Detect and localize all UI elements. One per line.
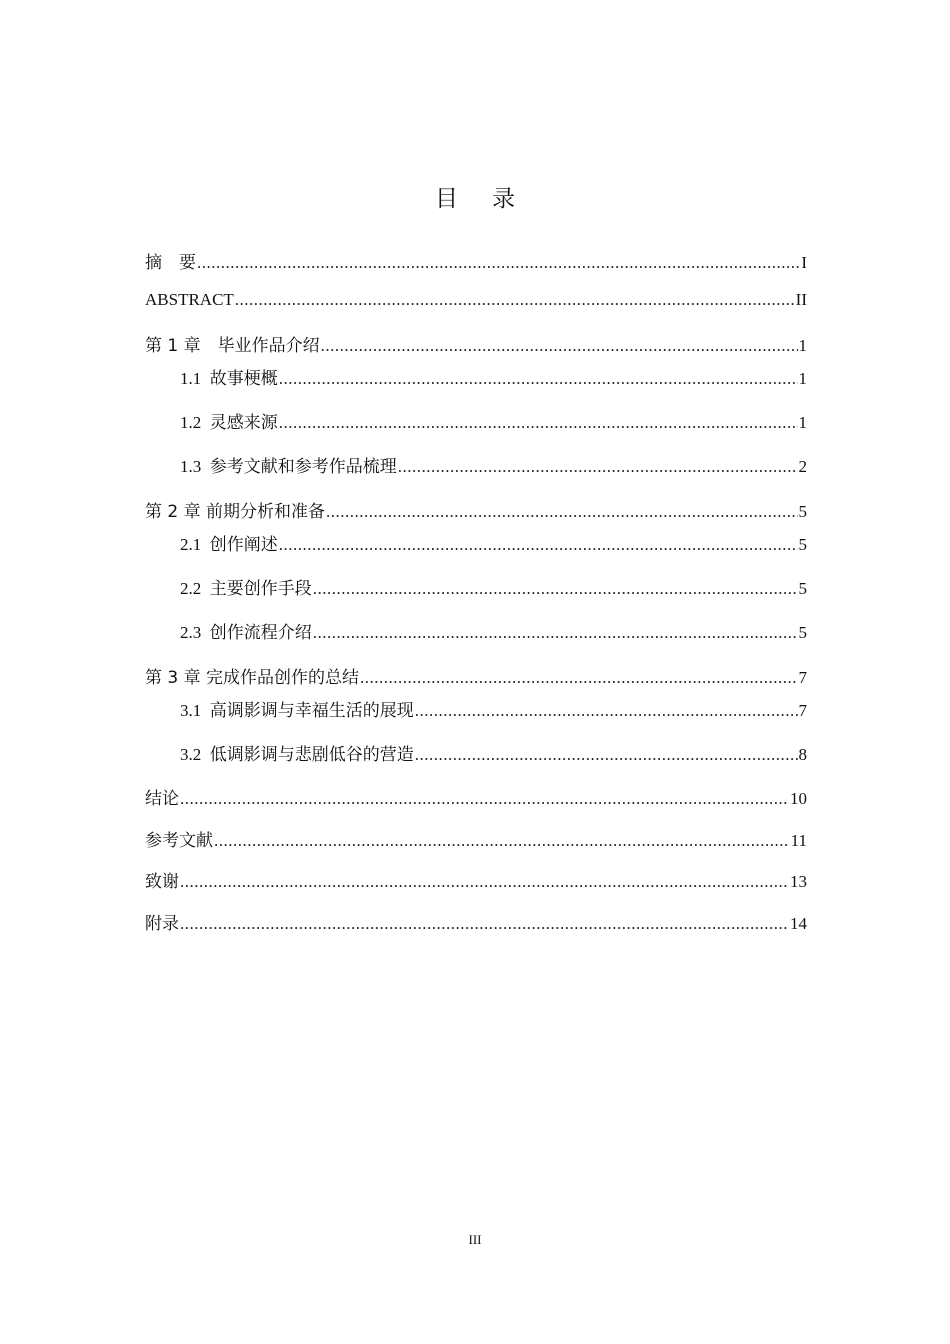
toc-entry-section-1-3[interactable] <box>180 452 807 476</box>
toc-leader <box>321 336 798 356</box>
toc-section-number: 3.2 <box>180 745 202 764</box>
toc-label <box>180 364 278 389</box>
toc-label <box>180 408 278 433</box>
toc-leader <box>180 914 789 934</box>
toc-leader <box>326 502 797 522</box>
toc-leader <box>279 369 798 389</box>
toc-page-number: I <box>801 253 807 272</box>
toc-label: 摘 要 <box>145 253 196 273</box>
toc-entry-section-1-2[interactable] <box>180 408 807 432</box>
toc-label: 第 2 章 前期分析和准备 <box>145 502 326 522</box>
toc-entry-section-3-2[interactable] <box>180 740 807 764</box>
toc-leader <box>235 290 795 310</box>
toc-leader <box>415 701 798 721</box>
footer-page-number: III <box>468 1232 482 1247</box>
toc-entry-section-3-1[interactable] <box>180 696 807 720</box>
toc-leader <box>180 789 789 809</box>
toc-page-number: II <box>795 290 807 309</box>
toc-entry-chapter-1[interactable] <box>145 331 807 355</box>
toc-label <box>180 618 312 643</box>
toc-label <box>180 452 397 477</box>
toc-page-number: 5 <box>798 623 807 642</box>
toc-leader <box>313 579 798 599</box>
toc-entry-section-2-2[interactable] <box>180 574 807 598</box>
toc-page-number: 1 <box>798 413 807 432</box>
toc-label: ABSTRACT <box>145 290 234 309</box>
toc-section-title: 创作流程介绍 <box>209 623 312 642</box>
toc-page-number: 11 <box>790 831 807 850</box>
toc-entry-section-2-1[interactable] <box>180 530 807 554</box>
toc-entry-chapter-2[interactable] <box>145 497 807 521</box>
title-part-1: 目 <box>435 186 458 212</box>
toc-leader <box>279 413 798 433</box>
title-part-2: 录 <box>492 186 515 212</box>
toc-leader <box>197 253 800 273</box>
toc-entry-section-1-1[interactable] <box>180 364 807 388</box>
toc-page-number: 5 <box>798 535 807 554</box>
toc-section-number: 2.3 <box>180 623 202 642</box>
toc-section-title: 创作阐述 <box>209 535 278 554</box>
toc-leader <box>313 623 798 643</box>
toc-page-number: 7 <box>798 668 807 687</box>
toc-section-number: 2.2 <box>180 579 202 598</box>
toc-entry-chapter-3[interactable] <box>145 663 807 687</box>
toc-entry-appendix[interactable] <box>145 909 807 933</box>
toc-leader <box>415 745 798 765</box>
toc-leader <box>279 535 798 555</box>
toc-page-number: 2 <box>798 457 807 476</box>
toc-section-title: 主要创作手段 <box>209 579 312 598</box>
toc-label: 致谢 <box>145 872 179 892</box>
toc-section-number: 3.1 <box>180 701 202 720</box>
toc-label <box>180 740 414 765</box>
toc-leader <box>214 831 790 851</box>
toc-page-number: 13 <box>790 872 807 891</box>
toc-entry-conclusion[interactable] <box>145 784 807 808</box>
toc-page-number: 7 <box>798 701 807 720</box>
toc-entry-acknowledgement[interactable] <box>145 867 807 891</box>
toc-section-number: 1.1 <box>180 369 202 388</box>
toc-label <box>180 574 312 599</box>
toc-section-title: 高调影调与幸福生活的展现 <box>209 701 414 720</box>
toc-section-title: 灵感来源 <box>209 413 278 432</box>
toc-entry-section-2-3[interactable] <box>180 618 807 642</box>
toc-section-number: 1.2 <box>180 413 202 432</box>
toc-section-number: 1.3 <box>180 457 202 476</box>
toc-label: 附录 <box>145 914 179 934</box>
toc-label: 参考文献 <box>145 831 213 851</box>
toc-label <box>180 530 278 555</box>
toc-leader <box>398 457 798 477</box>
toc-label: 结论 <box>145 789 179 809</box>
toc-page-number: 5 <box>798 579 807 598</box>
toc-page-number: 10 <box>790 789 807 808</box>
toc-page-number: 1 <box>798 369 807 388</box>
toc-section-title: 参考文献和参考作品梳理 <box>209 457 397 476</box>
toc-section-title: 低调影调与悲剧低谷的营造 <box>209 745 414 764</box>
toc-page-number: 5 <box>798 502 807 521</box>
page-title <box>0 180 950 213</box>
toc-label <box>180 696 414 721</box>
toc-page-number: 14 <box>790 914 807 933</box>
toc-section-title: 故事梗概 <box>209 369 278 388</box>
toc-section-number: 2.1 <box>180 535 202 554</box>
toc-leader <box>360 668 797 688</box>
toc-label: 第 3 章 完成作品创作的总结 <box>145 668 360 688</box>
toc-entry-abstract-en[interactable] <box>145 290 807 314</box>
toc-entry-references[interactable] <box>145 826 807 850</box>
toc-leader <box>180 872 789 892</box>
toc-entry-abstract-cn[interactable] <box>145 248 807 272</box>
toc-label: 第 1 章 毕业作品介绍 <box>145 336 320 356</box>
toc-page-number: 8 <box>798 745 807 764</box>
toc-page-number: 1 <box>798 336 807 355</box>
